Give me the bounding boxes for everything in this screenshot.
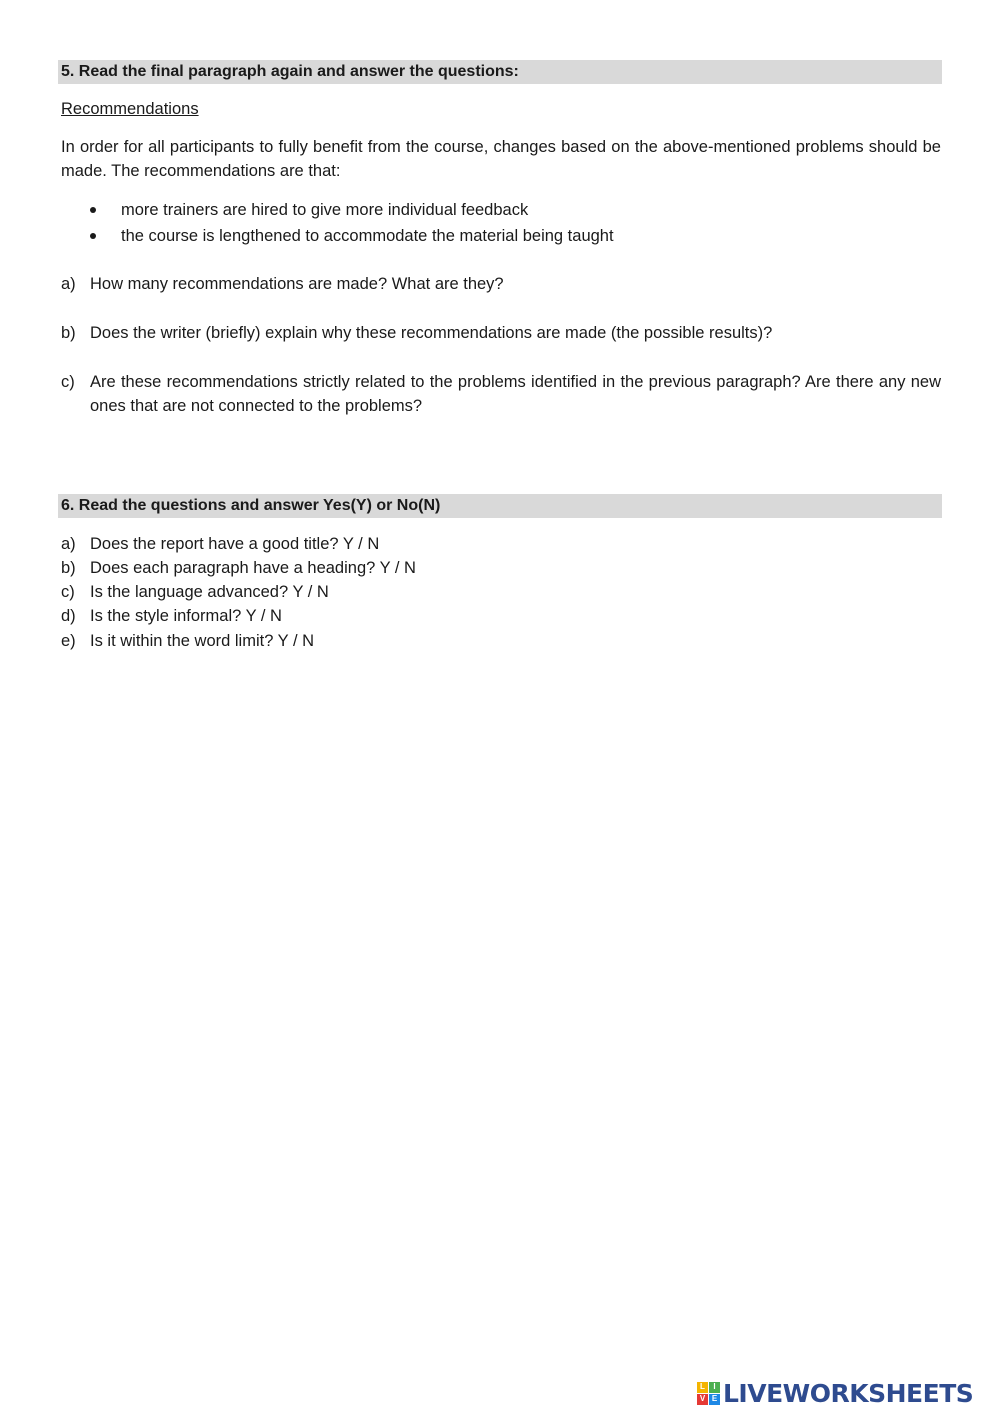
logo-cell: V <box>697 1394 708 1405</box>
section-5-header: 5. Read the final paragraph again and answer the questions: <box>58 60 942 84</box>
bullet-text: the course is lengthened to accommodate the material being taught <box>121 227 614 245</box>
question-text: Is the style informal? Y / N <box>90 607 282 625</box>
recommendations-subheading: Recommendations <box>61 100 199 118</box>
question-letter: d) <box>61 607 76 625</box>
logo-cell: E <box>709 1394 720 1405</box>
logo-mark-icon <box>697 1382 720 1405</box>
section-6-header: 6. Read the questions and answer Yes(Y) or No(N) <box>58 494 942 518</box>
question-text: Is the language advanced? Y / N <box>90 583 329 601</box>
question-5a <box>61 272 941 296</box>
question-text: Are these recommendations strictly related to the problems identified in the previous paragraph? Are there any new ones that are not connected to the problems? <box>90 373 941 415</box>
question-6c <box>61 580 941 604</box>
question-6a <box>61 532 941 556</box>
question-5b <box>61 321 941 345</box>
recommendations-paragraph: In order for all participants to fully benefit from the course, changes based on the above-mentioned problems should be made. The recommendations are that: <box>61 138 941 180</box>
question-letter: a) <box>61 275 76 293</box>
bullet-text: more trainers are hired to give more individual feedback <box>121 201 529 219</box>
question-6e <box>61 629 941 653</box>
question-text: Does the report have a good title? Y / N <box>90 535 380 553</box>
liveworksheets-logo[interactable] <box>697 1377 973 1409</box>
question-letter: c) <box>61 373 75 391</box>
question-letter: a) <box>61 535 76 553</box>
question-text: Does each paragraph have a heading? Y / N <box>90 559 416 577</box>
logo-cell: L <box>697 1382 708 1393</box>
question-text: Is it within the word limit? Y / N <box>90 632 315 650</box>
question-letter: b) <box>61 559 76 577</box>
question-text: How many recommendations are made? What are they? <box>90 275 504 293</box>
question-letter: c) <box>61 583 75 601</box>
question-text: Does the writer (briefly) explain why these recommendations are made (the possible results)? <box>90 324 773 342</box>
bullet-dot-icon <box>90 207 96 213</box>
question-letter: b) <box>61 324 76 342</box>
question-6d <box>61 604 941 628</box>
bullet-dot-icon <box>90 233 96 239</box>
question-letter: e) <box>61 632 76 650</box>
question-5c <box>61 370 941 418</box>
question-6b <box>61 556 941 580</box>
logo-text: LIVEWORKSHEETS <box>723 1378 974 1408</box>
logo-cell: I <box>709 1382 720 1393</box>
